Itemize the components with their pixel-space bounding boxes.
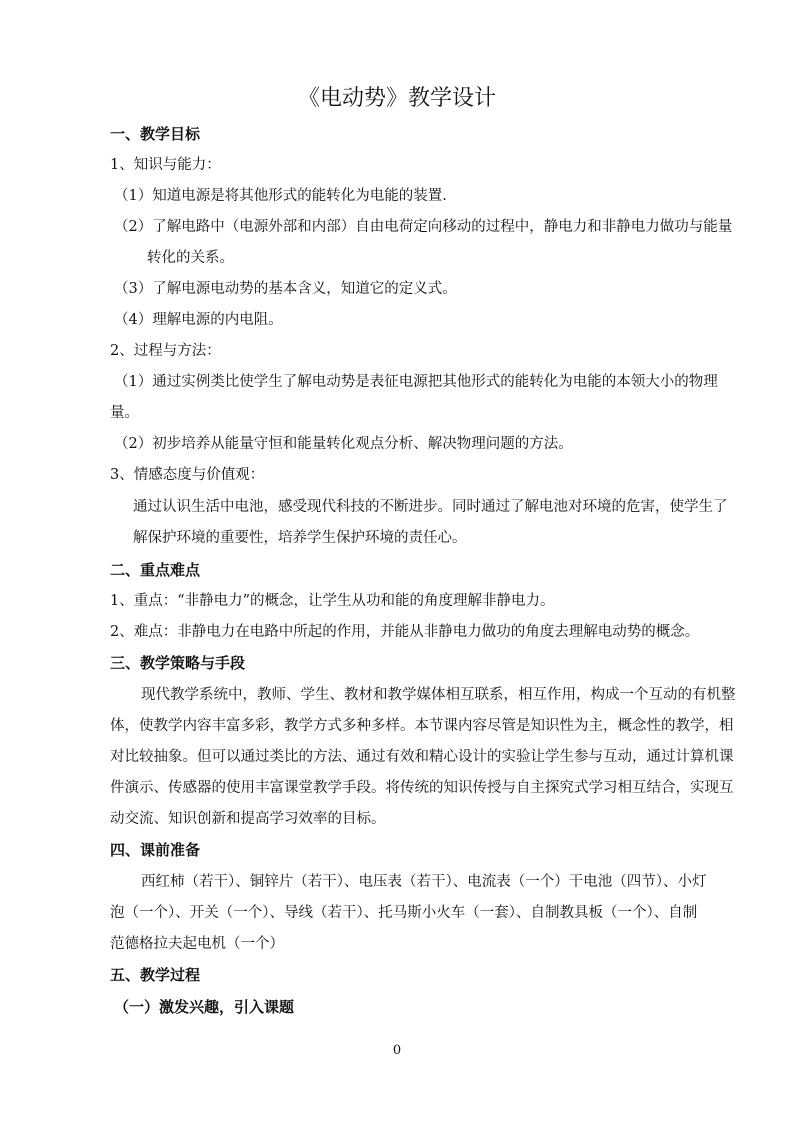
section-heading-preparation: 四、课前准备 xyxy=(110,841,201,859)
key-point-2: 2、难点：非静电力在电路中所起的作用，并能从非静电力做功的角度去理解电动势的概念。 xyxy=(110,624,700,640)
section-heading-key-points: 二、重点难点 xyxy=(110,561,201,579)
objective-item-3: （3）了解电源电动势的基本含义，知道它的定义式。 xyxy=(114,281,457,297)
key-point-1: 1、重点：“非静电力”的概念，让学生从功和能的角度理解非静电力。 xyxy=(110,593,555,609)
section-heading-objectives: 一、教学目标 xyxy=(110,125,201,143)
objective-item-1: （1）知道电源是将其他形式的能转化为电能的装置. xyxy=(114,188,447,204)
strategy-line-4: 件演示、传感器的使用丰富课堂教学手段。将传统的知识传授与自主探究式学习相互结合，实现互 xyxy=(110,780,734,796)
process-item-1: （1）通过实例类比使学生了解电动势是表征电源把其他形式的能转化为电能的本领大小的物理 xyxy=(114,374,718,390)
strategy-line-2: 体，使教学内容丰富多彩，教学方式多种多样。本节课内容尽管是知识性为主，概念性的教学，相 xyxy=(110,718,734,734)
attitude-line-2: 解保护环境的重要性，培养学生保护环境的责任心。 xyxy=(133,530,467,546)
process-item-2: （2）初步培养从能量守恒和能量转化观点分析、解决物理问题的方法。 xyxy=(114,436,573,452)
strategy-line-3: 对比较抽象。但可以通过类比的方法、通过有效和精心设计的实验让学生参与互动，通过计算机课 xyxy=(110,749,734,765)
subheading-knowledge: 1、知识与能力： xyxy=(110,157,221,173)
process-item-1-cont: 量。 xyxy=(110,405,139,421)
subheading-attitude: 3、情感态度与价值观： xyxy=(110,467,265,483)
objective-item-2-cont: 转化的关系。 xyxy=(147,250,234,266)
preparation-line-1: 西红柿（若干）、铜锌片（若干）、电压表（若干）、电流表（一个）干电池（四节）、小灯 xyxy=(141,874,707,890)
section-heading-strategy: 三、教学策略与手段 xyxy=(110,654,246,672)
process-subheading-1: （一）激发兴趣，引入课题 xyxy=(114,998,295,1016)
objective-item-2: （2）了解电路中（电源外部和内部）自由电荷定向移动的过程中，静电力和非静电力做功与能量 xyxy=(114,219,733,235)
document-title: 《电动势》教学设计 xyxy=(297,86,496,111)
strategy-line-5: 动交流、知识创新和提高学习效率的目标。 xyxy=(110,811,386,827)
section-heading-process: 五、教学过程 xyxy=(110,966,201,984)
subheading-process: 2、过程与方法： xyxy=(110,343,221,359)
preparation-line-3: 范德格拉夫起电机（一个） xyxy=(110,936,284,952)
strategy-line-1: 现代教学系统中，教师、学生、教材和教学媒体相互联系，相互作用，构成一个互动的有机整 xyxy=(141,687,736,703)
objective-item-4: （4）理解电源的内电阻。 xyxy=(114,312,283,328)
preparation-line-2: 泡（一个）、开关（一个）、导线（若干）、托马斯小火车（一套）、自制教具板（一个）、自制 xyxy=(110,905,698,921)
attitude-line-1: 通过认识生活中电池，感受现代科技的不断进步。同时通过了解电池对环境的危害，使学生了 xyxy=(133,499,728,515)
page-number: 0 xyxy=(392,1043,402,1058)
